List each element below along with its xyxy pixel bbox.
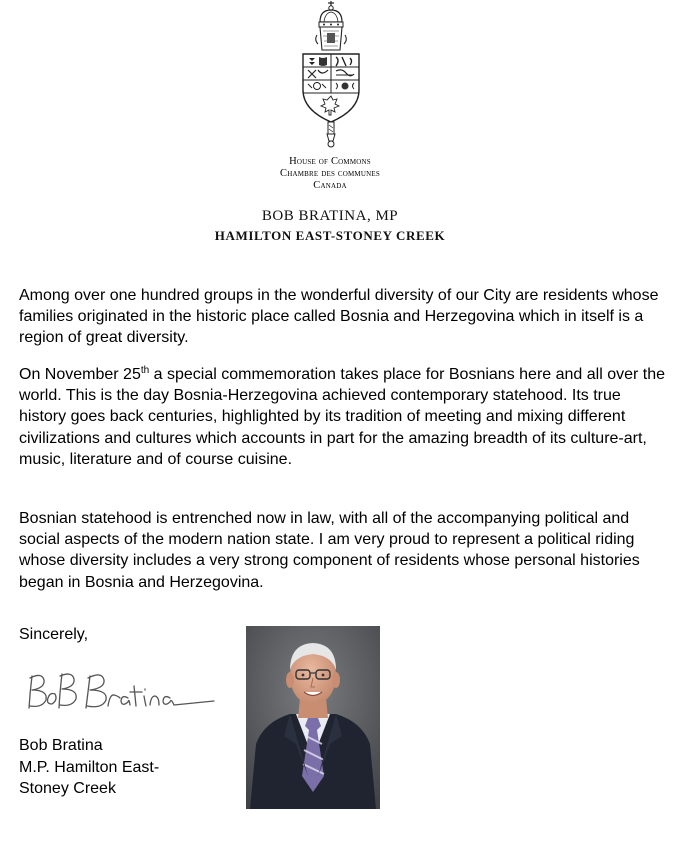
signer-title-line-2: Stoney Creek: [19, 780, 116, 797]
letterhead-house-en: House of Commons: [289, 156, 371, 167]
ordinal-suffix: th: [140, 365, 150, 376]
paragraph-3: Bosnian statehood is entrenched now in law, with all of the accompanying political and social aspects of the modern nation state. I am very proud to represent a political riding whose diversity includes a very strong component of residents whose personal histories began in Bosnia and Herzegovina.: [19, 510, 640, 591]
mp-name-heading: BOB BRATINA, MP: [261, 208, 399, 224]
mp-portrait-photo: [246, 626, 380, 809]
paragraph-1: Among over one hundred groups in the wonderful diversity of our City are residents whose families originated in the historic place called Bosnia and Herzegovina which in itself is a region of great diversity.: [19, 287, 659, 347]
signer-title-line-1: M.P. Hamilton East-: [19, 758, 160, 776]
letterhead-house-fr: Chambre des communes: [280, 168, 380, 179]
signer-name: Bob Bratina: [19, 737, 103, 754]
letterhead-country: Canada: [313, 180, 347, 191]
house-of-commons-crest-icon: [298, 0, 364, 150]
salutation: Sincerely,: [19, 626, 89, 643]
paragraph-2-rest: a special commemoration takes place for Bosnians here and all over the world. This is the day Bosnia-Herzegovina achieved contemporary statehood. Its true history goes back centuries, highlighted by its tradition of meeting and mixing different civilizations and cultures which accounts in part for the amazing breadth of its culture-art, music, literature and of course cuisine.: [19, 366, 666, 468]
handwritten-signature: [24, 668, 224, 716]
paragraph-2-start: On November 25: [19, 366, 141, 383]
riding-heading: HAMILTON EAST-STONEY CREEK: [214, 228, 446, 243]
paragraph-2: [19, 364, 669, 470]
signature-block: [19, 735, 159, 800]
